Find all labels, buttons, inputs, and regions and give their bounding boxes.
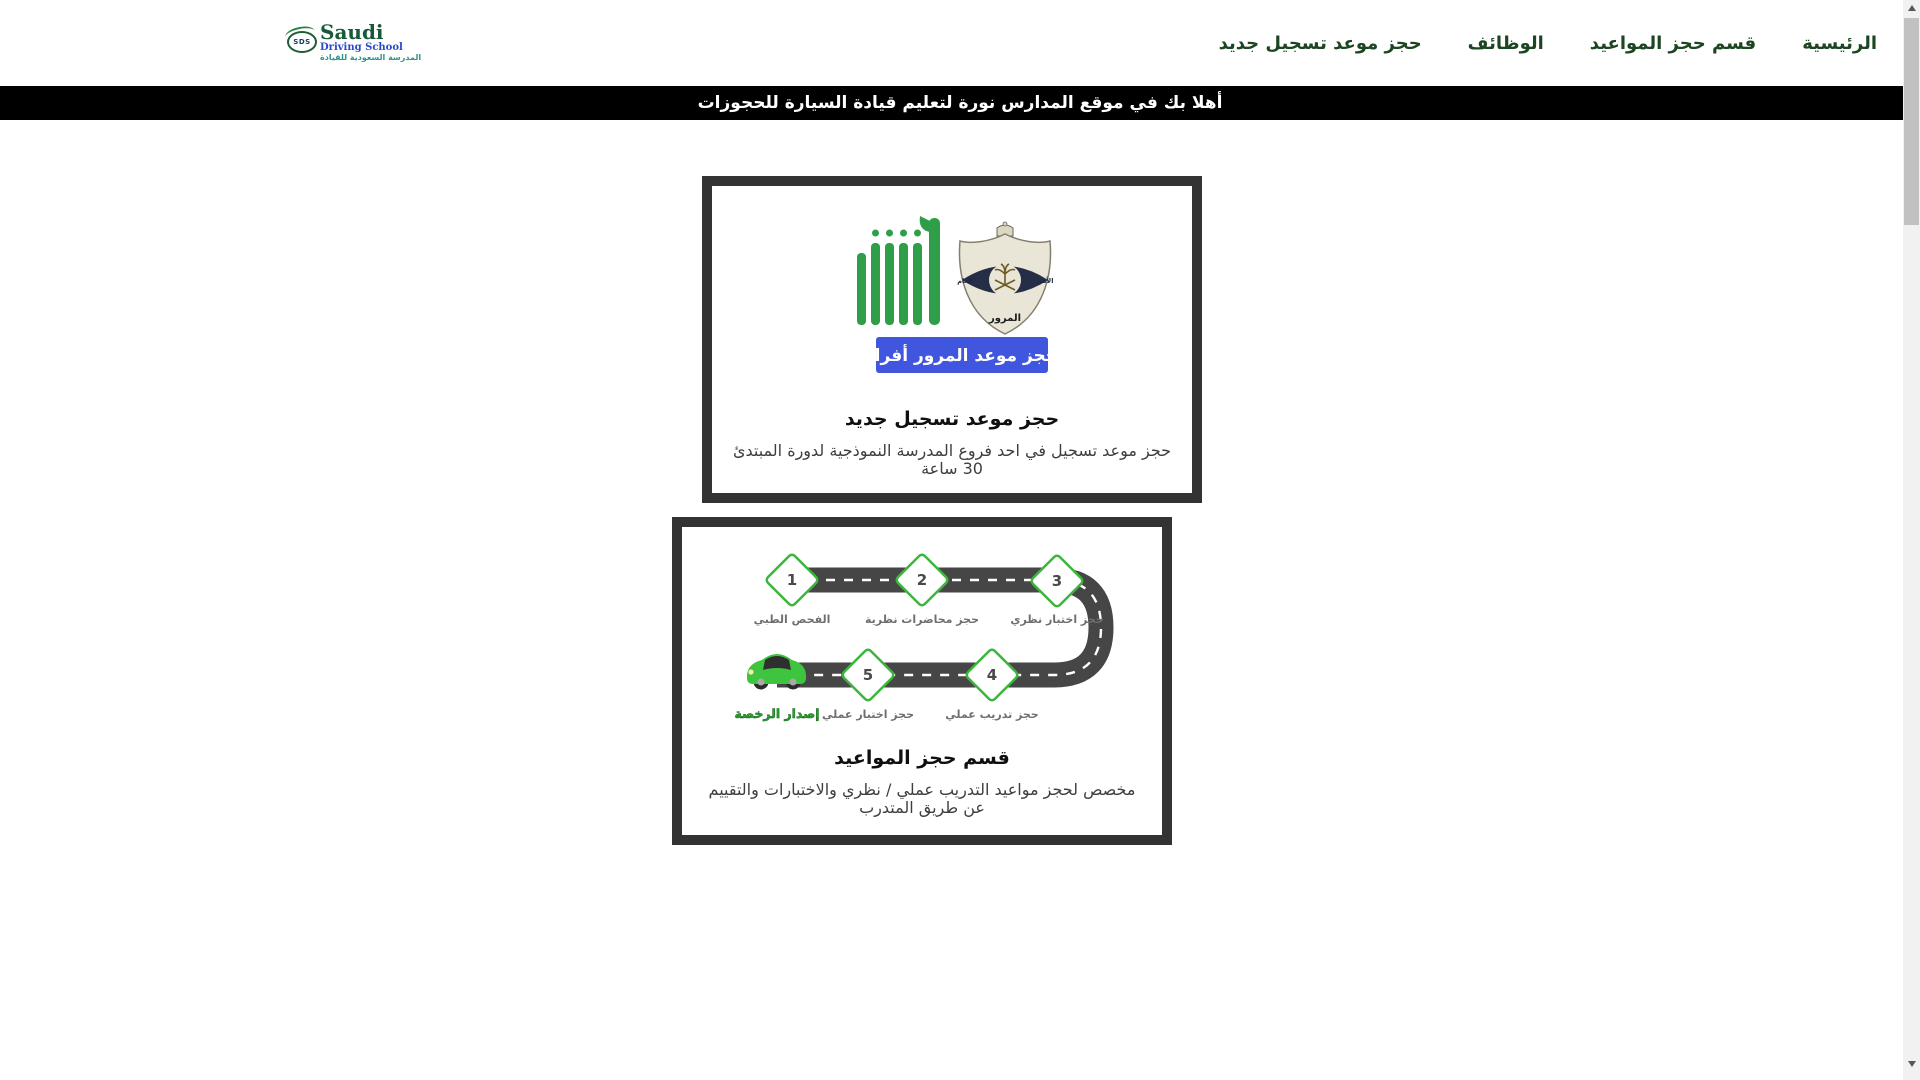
step-3-marker xyxy=(1030,554,1084,608)
nav-item-appointments-section[interactable]: قسم حجز المواعيد xyxy=(1589,32,1757,54)
welcome-banner-text: أهلا بك في موقع المدارس نورة لتعليم قيادة السيارة للحجوزات xyxy=(697,93,1223,113)
step-3-number: 3 xyxy=(1051,572,1063,590)
vertical-scrollbar[interactable] xyxy=(1903,0,1920,1080)
card-appointments-title: قسم حجز المواعيد xyxy=(834,747,1010,769)
welcome-banner xyxy=(0,86,1920,120)
car-icon xyxy=(747,654,806,690)
emblem-text-right: الأمن xyxy=(1036,277,1054,285)
sds-badge-icon xyxy=(287,31,317,53)
roadmap-figure xyxy=(682,535,1162,737)
ribbon-label: حجز موعد المرور أفراد xyxy=(865,346,1059,366)
badge-text: SDS xyxy=(293,38,311,46)
brand-name-arabic: المدرسة السعودية للقيادة xyxy=(320,53,422,62)
step-5-number: 5 xyxy=(862,666,874,684)
step-1-label: الفحص الطبي xyxy=(753,613,831,626)
main-nav xyxy=(1219,0,1877,86)
step-4-marker xyxy=(965,648,1019,702)
emblem-text-traffic: المرور xyxy=(988,313,1022,324)
logo-text xyxy=(320,22,421,62)
card-registration-description: حجز موعد تسجيل في احد فروع المدرسة النموذجية لدورة المبتدئ 30 ساعة xyxy=(732,441,1172,478)
top-navbar xyxy=(0,0,1920,86)
nav-item-home[interactable]: الرئيسية xyxy=(1802,32,1877,54)
scroll-up-icon[interactable] xyxy=(1903,0,1920,16)
brand-subtitle: Driving School xyxy=(320,42,403,53)
step-5-marker xyxy=(841,648,895,702)
step-2-number: 2 xyxy=(916,571,928,589)
step-1-marker xyxy=(765,553,819,607)
card-appointments-description: مخصص لحجز مواعيد التدريب عملي / نظري والاختبارات والتقييم عن طريق المتدرب xyxy=(708,780,1136,817)
absher-logo-icon xyxy=(857,216,940,325)
step-3-label: حجز اختبار نظري xyxy=(1010,613,1104,626)
step-2-label: حجز محاضرات نظرية xyxy=(864,613,980,626)
traffic-appointment-ribbon xyxy=(866,337,1058,373)
scrollbar-thumb[interactable] xyxy=(1904,18,1919,225)
brand-name: Saudi xyxy=(320,20,384,44)
card-registration-title: حجز موعد تسجيل جديد xyxy=(844,408,1060,430)
card-appointments-section[interactable] xyxy=(672,517,1172,845)
step-2-marker xyxy=(895,553,949,607)
step-5-label: حجز اختبار عملي xyxy=(821,708,915,721)
card-new-registration[interactable] xyxy=(702,176,1202,503)
scroll-down-icon[interactable] xyxy=(1903,1056,1920,1072)
brand-logo[interactable] xyxy=(287,22,421,62)
nav-item-new-registration[interactable]: حجز موعد تسجيل جديد xyxy=(1218,32,1422,54)
absher-traffic-figure xyxy=(712,186,1192,398)
license-issuance-label: إصدار الرخصة xyxy=(734,706,820,721)
step-4-label: حجز تدريب عملي xyxy=(945,708,1039,721)
nav-item-jobs[interactable]: الوظائف xyxy=(1467,32,1544,54)
step-1-number: 1 xyxy=(786,571,798,589)
traffic-police-emblem-icon xyxy=(957,222,1053,334)
step-4-number: 4 xyxy=(986,666,998,684)
emblem-text-left: العام xyxy=(957,277,973,285)
swoosh-icon xyxy=(284,24,316,44)
